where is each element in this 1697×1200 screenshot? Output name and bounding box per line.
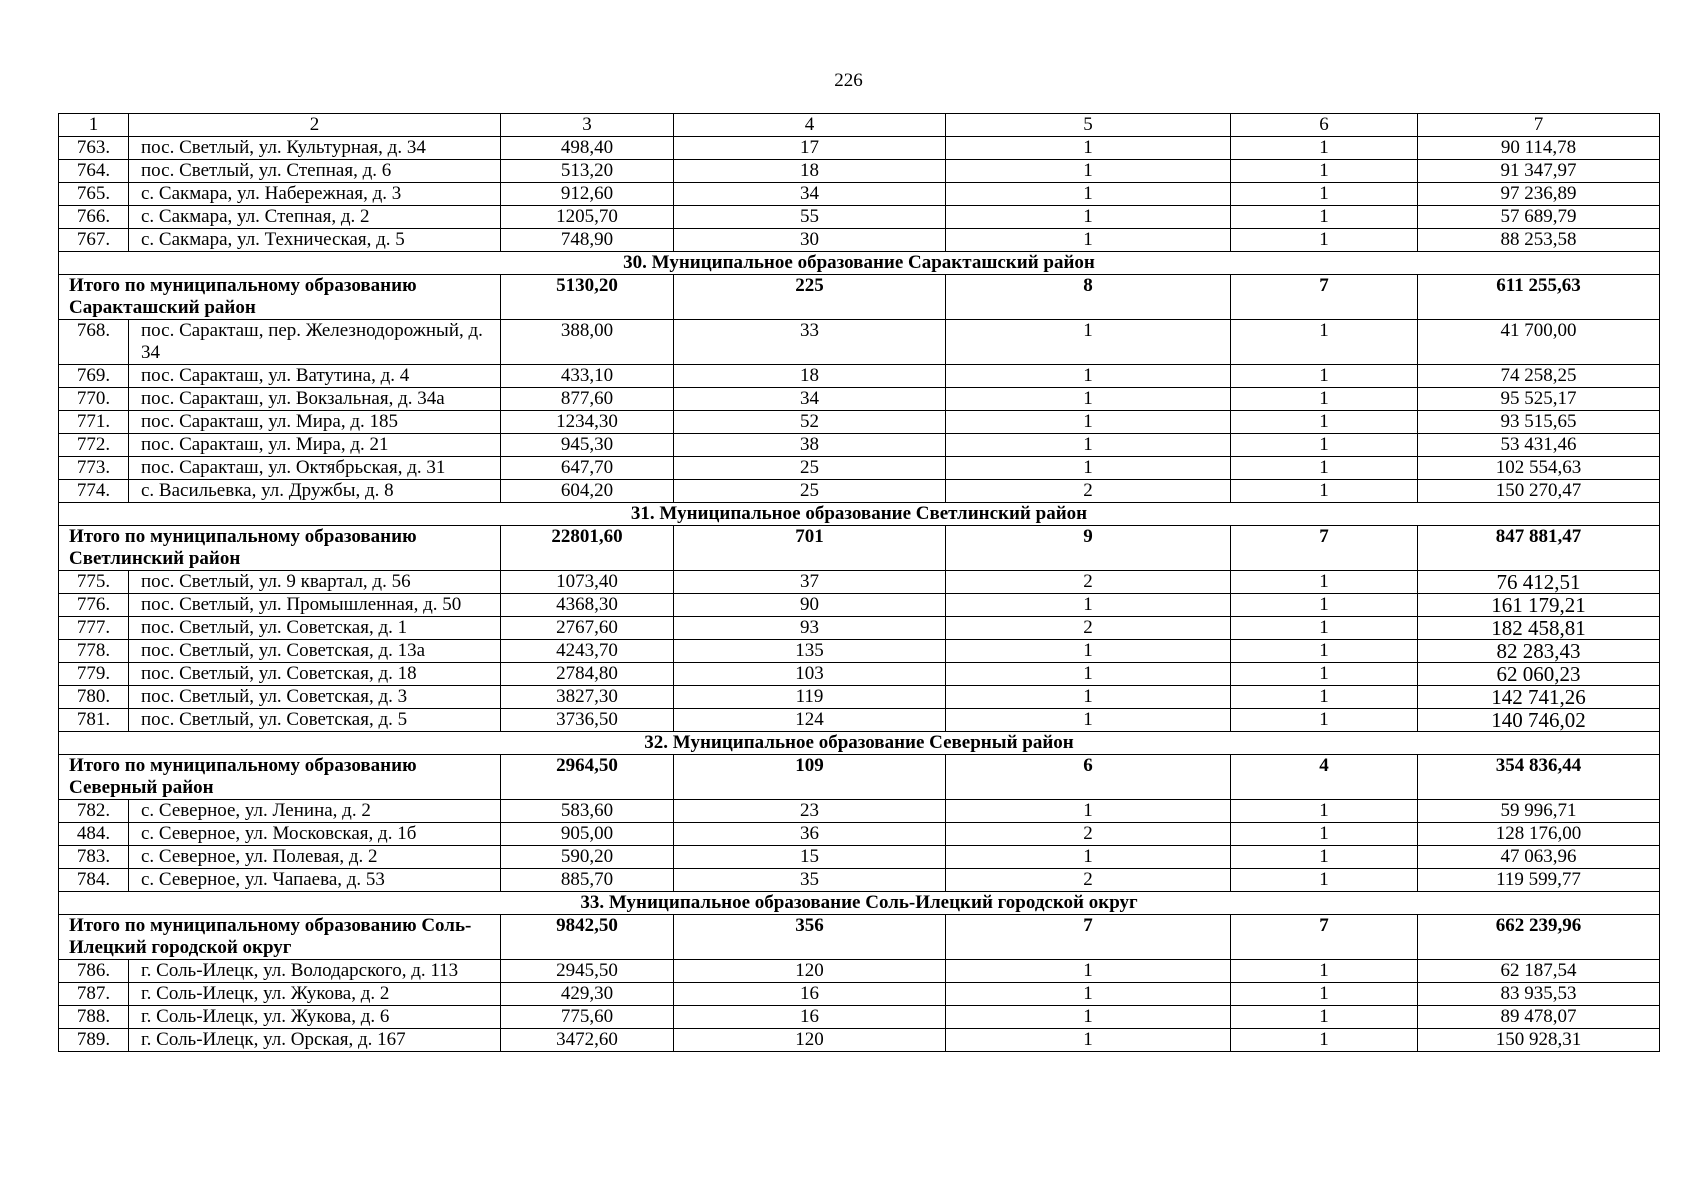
row-amount: 57 689,79 [1418, 206, 1660, 229]
row-col6: 1 [1231, 686, 1418, 709]
row-residents: 34 [674, 183, 946, 206]
row-area: 2784,80 [501, 663, 674, 686]
total-col5: 8 [946, 275, 1231, 320]
section-header-row [59, 252, 1660, 275]
row-address: пос. Саракташ, ул. Ватутина, д. 4 [129, 365, 501, 388]
row-amount: 95 525,17 [1418, 388, 1660, 411]
row-col6: 1 [1231, 846, 1418, 869]
row-amount: 62 187,54 [1418, 960, 1660, 983]
column-number-cell: 2 [129, 114, 501, 137]
row-col5: 2 [946, 823, 1231, 846]
row-col6: 1 [1231, 960, 1418, 983]
row-amount: 41 700,00 [1418, 320, 1660, 365]
row-area: 877,60 [501, 388, 674, 411]
row-col6: 1 [1231, 983, 1418, 1006]
row-area: 388,00 [501, 320, 674, 365]
row-col6: 1 [1231, 571, 1418, 594]
total-label: Итого по муниципальному образованию Соль-Илецкий городской округ [59, 915, 501, 960]
row-area: 2767,60 [501, 617, 674, 640]
row-address: пос. Саракташ, ул. Мира, д. 21 [129, 434, 501, 457]
row-amount: 59 996,71 [1418, 800, 1660, 823]
row-address: пос. Светлый, ул. Промышленная, д. 50 [129, 594, 501, 617]
row-col6: 1 [1231, 823, 1418, 846]
row-number: 779. [59, 663, 129, 686]
row-address: с. Северное, ул. Чапаева, д. 53 [129, 869, 501, 892]
row-area: 1073,40 [501, 571, 674, 594]
table-row [59, 823, 1660, 846]
row-number: 768. [59, 320, 129, 365]
row-col5: 1 [946, 365, 1231, 388]
row-col5: 1 [946, 1006, 1231, 1029]
row-amount: 89 478,07 [1418, 1006, 1660, 1029]
table-row [59, 640, 1660, 663]
row-area: 3827,30 [501, 686, 674, 709]
row-col5: 1 [946, 709, 1231, 732]
row-address: пос. Светлый, ул. Советская, д. 5 [129, 709, 501, 732]
table-row [59, 388, 1660, 411]
row-number: 770. [59, 388, 129, 411]
row-amount: 88 253,58 [1418, 229, 1660, 252]
total-amount: 354 836,44 [1418, 755, 1660, 800]
row-residents: 18 [674, 160, 946, 183]
section-header-row [59, 732, 1660, 755]
column-number-cell: 7 [1418, 114, 1660, 137]
row-residents: 33 [674, 320, 946, 365]
total-residents: 701 [674, 526, 946, 571]
row-residents: 124 [674, 709, 946, 732]
row-amount: 62 060,23 [1418, 663, 1660, 686]
row-address: с. Васильевка, ул. Дружбы, д. 8 [129, 480, 501, 503]
table-row [59, 571, 1660, 594]
row-amount: 140 746,02 [1418, 709, 1660, 732]
table-body [59, 137, 1660, 1052]
row-area: 775,60 [501, 1006, 674, 1029]
row-amount: 150 928,31 [1418, 1029, 1660, 1052]
section-title: 33. Муниципальное образование Соль-Илецкий городской округ [59, 892, 1660, 915]
table-row [59, 617, 1660, 640]
table-row [59, 983, 1660, 1006]
row-area: 905,00 [501, 823, 674, 846]
row-amount: 91 347,97 [1418, 160, 1660, 183]
row-residents: 30 [674, 229, 946, 252]
total-col6: 7 [1231, 915, 1418, 960]
row-area: 429,30 [501, 983, 674, 1006]
row-address: пос. Светлый, ул. 9 квартал, д. 56 [129, 571, 501, 594]
total-area: 9842,50 [501, 915, 674, 960]
row-area: 1205,70 [501, 206, 674, 229]
total-row [59, 275, 1660, 320]
total-residents: 356 [674, 915, 946, 960]
row-residents: 120 [674, 960, 946, 983]
total-row [59, 526, 1660, 571]
total-label: Итого по муниципальному образованию Светлинский район [59, 526, 501, 571]
total-residents: 109 [674, 755, 946, 800]
table-row [59, 709, 1660, 732]
total-row [59, 755, 1660, 800]
row-number: 783. [59, 846, 129, 869]
table-row [59, 206, 1660, 229]
row-address: г. Соль-Илецк, ул. Жукова, д. 2 [129, 983, 501, 1006]
row-address: пос. Светлый, ул. Советская, д. 13а [129, 640, 501, 663]
table-row [59, 160, 1660, 183]
row-col6: 1 [1231, 434, 1418, 457]
table-row [59, 960, 1660, 983]
row-address: пос. Светлый, ул. Степная, д. 6 [129, 160, 501, 183]
row-area: 1234,30 [501, 411, 674, 434]
row-amount: 150 270,47 [1418, 480, 1660, 503]
row-col6: 1 [1231, 663, 1418, 686]
column-number-row [59, 114, 1660, 137]
housing-register-table [58, 113, 1660, 1052]
table-row [59, 229, 1660, 252]
row-number: 786. [59, 960, 129, 983]
row-amount: 53 431,46 [1418, 434, 1660, 457]
row-col6: 1 [1231, 640, 1418, 663]
section-title: 32. Муниципальное образование Северный район [59, 732, 1660, 755]
total-area: 2964,50 [501, 755, 674, 800]
total-col6: 7 [1231, 275, 1418, 320]
row-col5: 1 [946, 457, 1231, 480]
row-address: пос. Светлый, ул. Советская, д. 18 [129, 663, 501, 686]
row-col5: 1 [946, 846, 1231, 869]
total-area: 5130,20 [501, 275, 674, 320]
table-row [59, 480, 1660, 503]
row-amount: 97 236,89 [1418, 183, 1660, 206]
row-col6: 1 [1231, 480, 1418, 503]
row-col5: 1 [946, 686, 1231, 709]
row-area: 3472,60 [501, 1029, 674, 1052]
row-address: с. Сакмара, ул. Техническая, д. 5 [129, 229, 501, 252]
row-col6: 1 [1231, 229, 1418, 252]
section-header-row [59, 892, 1660, 915]
row-number: 782. [59, 800, 129, 823]
row-address: с. Северное, ул. Ленина, д. 2 [129, 800, 501, 823]
row-amount: 182 458,81 [1418, 617, 1660, 640]
row-residents: 38 [674, 434, 946, 457]
row-number: 774. [59, 480, 129, 503]
row-amount: 74 258,25 [1418, 365, 1660, 388]
row-residents: 135 [674, 640, 946, 663]
table-row [59, 869, 1660, 892]
column-number-cell: 6 [1231, 114, 1418, 137]
row-area: 2945,50 [501, 960, 674, 983]
row-residents: 16 [674, 1006, 946, 1029]
row-address: пос. Светлый, ул. Культурная, д. 34 [129, 137, 501, 160]
row-amount: 76 412,51 [1418, 571, 1660, 594]
row-residents: 17 [674, 137, 946, 160]
row-col6: 1 [1231, 594, 1418, 617]
table-row [59, 846, 1660, 869]
total-amount: 662 239,96 [1418, 915, 1660, 960]
row-amount: 128 176,00 [1418, 823, 1660, 846]
row-residents: 119 [674, 686, 946, 709]
row-area: 604,20 [501, 480, 674, 503]
row-area: 912,60 [501, 183, 674, 206]
row-residents: 36 [674, 823, 946, 846]
row-area: 498,40 [501, 137, 674, 160]
row-address: пос. Саракташ, ул. Вокзальная, д. 34а [129, 388, 501, 411]
row-number: 775. [59, 571, 129, 594]
table-row [59, 434, 1660, 457]
page-number: 226 [834, 70, 863, 91]
row-col5: 1 [946, 1029, 1231, 1052]
row-col5: 2 [946, 480, 1231, 503]
row-address: с. Северное, ул. Московская, д. 1б [129, 823, 501, 846]
row-col5: 1 [946, 160, 1231, 183]
row-amount: 142 741,26 [1418, 686, 1660, 709]
row-residents: 23 [674, 800, 946, 823]
table-row [59, 1029, 1660, 1052]
row-col6: 1 [1231, 388, 1418, 411]
total-residents: 225 [674, 275, 946, 320]
column-number-cell: 5 [946, 114, 1231, 137]
total-amount: 847 881,47 [1418, 526, 1660, 571]
row-residents: 52 [674, 411, 946, 434]
table-row [59, 457, 1660, 480]
row-col6: 1 [1231, 1029, 1418, 1052]
row-number: 788. [59, 1006, 129, 1029]
row-col5: 2 [946, 571, 1231, 594]
column-number-cell: 3 [501, 114, 674, 137]
row-number: 787. [59, 983, 129, 1006]
row-amount: 161 179,21 [1418, 594, 1660, 617]
row-residents: 18 [674, 365, 946, 388]
row-col6: 1 [1231, 137, 1418, 160]
row-col5: 1 [946, 229, 1231, 252]
row-col5: 1 [946, 960, 1231, 983]
row-residents: 25 [674, 457, 946, 480]
row-area: 513,20 [501, 160, 674, 183]
row-col6: 1 [1231, 1006, 1418, 1029]
total-col5: 7 [946, 915, 1231, 960]
row-amount: 93 515,65 [1418, 411, 1660, 434]
row-residents: 103 [674, 663, 946, 686]
row-residents: 93 [674, 617, 946, 640]
row-col5: 1 [946, 640, 1231, 663]
row-area: 647,70 [501, 457, 674, 480]
row-number: 767. [59, 229, 129, 252]
row-col5: 1 [946, 411, 1231, 434]
total-label: Итого по муниципальному образованию Саракташский район [59, 275, 501, 320]
row-amount: 47 063,96 [1418, 846, 1660, 869]
row-area: 590,20 [501, 846, 674, 869]
row-col6: 1 [1231, 617, 1418, 640]
row-address: г. Соль-Илецк, ул. Жукова, д. 6 [129, 1006, 501, 1029]
row-address: пос. Светлый, ул. Советская, д. 1 [129, 617, 501, 640]
row-number: 772. [59, 434, 129, 457]
row-address: пос. Саракташ, пер. Железнодорожный, д. 34 [129, 320, 501, 365]
row-number: 778. [59, 640, 129, 663]
total-row [59, 915, 1660, 960]
table-row [59, 800, 1660, 823]
row-amount: 83 935,53 [1418, 983, 1660, 1006]
table-row [59, 686, 1660, 709]
row-col6: 1 [1231, 709, 1418, 732]
section-title: 31. Муниципальное образование Светлинский район [59, 503, 1660, 526]
table-row [59, 663, 1660, 686]
row-area: 748,90 [501, 229, 674, 252]
row-number: 777. [59, 617, 129, 640]
row-amount: 82 283,43 [1418, 640, 1660, 663]
total-col5: 6 [946, 755, 1231, 800]
total-col6: 4 [1231, 755, 1418, 800]
row-col6: 1 [1231, 869, 1418, 892]
table-row [59, 1006, 1660, 1029]
row-address: пос. Светлый, ул. Советская, д. 3 [129, 686, 501, 709]
section-title: 30. Муниципальное образование Саракташский район [59, 252, 1660, 275]
row-col5: 1 [946, 983, 1231, 1006]
row-col6: 1 [1231, 183, 1418, 206]
row-col6: 1 [1231, 411, 1418, 434]
row-col5: 1 [946, 663, 1231, 686]
row-amount: 102 554,63 [1418, 457, 1660, 480]
row-residents: 16 [674, 983, 946, 1006]
row-col5: 1 [946, 434, 1231, 457]
row-number: 484. [59, 823, 129, 846]
row-area: 583,60 [501, 800, 674, 823]
row-number: 765. [59, 183, 129, 206]
row-residents: 35 [674, 869, 946, 892]
row-number: 789. [59, 1029, 129, 1052]
row-col6: 1 [1231, 320, 1418, 365]
row-col5: 1 [946, 320, 1231, 365]
row-address: с. Сакмара, ул. Набережная, д. 3 [129, 183, 501, 206]
table-row [59, 183, 1660, 206]
section-header-row [59, 503, 1660, 526]
row-area: 433,10 [501, 365, 674, 388]
row-col5: 1 [946, 206, 1231, 229]
row-number: 764. [59, 160, 129, 183]
row-col5: 2 [946, 617, 1231, 640]
row-col6: 1 [1231, 800, 1418, 823]
row-number: 780. [59, 686, 129, 709]
row-col6: 1 [1231, 206, 1418, 229]
row-col5: 1 [946, 800, 1231, 823]
row-residents: 34 [674, 388, 946, 411]
row-address: пос. Саракташ, ул. Мира, д. 185 [129, 411, 501, 434]
row-number: 784. [59, 869, 129, 892]
row-number: 766. [59, 206, 129, 229]
row-number: 771. [59, 411, 129, 434]
row-area: 885,70 [501, 869, 674, 892]
total-col5: 9 [946, 526, 1231, 571]
row-residents: 90 [674, 594, 946, 617]
table-row [59, 320, 1660, 365]
row-address: г. Соль-Илецк, ул. Орская, д. 167 [129, 1029, 501, 1052]
row-address: г. Соль-Илецк, ул. Володарского, д. 113 [129, 960, 501, 983]
row-col5: 2 [946, 869, 1231, 892]
row-amount: 119 599,77 [1418, 869, 1660, 892]
row-col5: 1 [946, 137, 1231, 160]
table-row [59, 411, 1660, 434]
column-number-cell: 4 [674, 114, 946, 137]
row-col5: 1 [946, 594, 1231, 617]
row-col6: 1 [1231, 457, 1418, 480]
total-amount: 611 255,63 [1418, 275, 1660, 320]
row-number: 781. [59, 709, 129, 732]
row-number: 773. [59, 457, 129, 480]
row-col5: 1 [946, 183, 1231, 206]
row-number: 776. [59, 594, 129, 617]
table-row [59, 594, 1660, 617]
row-residents: 25 [674, 480, 946, 503]
total-area: 22801,60 [501, 526, 674, 571]
row-col6: 1 [1231, 365, 1418, 388]
row-address: с. Сакмара, ул. Степная, д. 2 [129, 206, 501, 229]
column-number-cell: 1 [59, 114, 129, 137]
row-residents: 55 [674, 206, 946, 229]
row-number: 769. [59, 365, 129, 388]
row-area: 4243,70 [501, 640, 674, 663]
total-label: Итого по муниципальному образованию Северный район [59, 755, 501, 800]
row-area: 945,30 [501, 434, 674, 457]
row-area: 4368,30 [501, 594, 674, 617]
row-col6: 1 [1231, 160, 1418, 183]
row-col5: 1 [946, 388, 1231, 411]
table-row [59, 365, 1660, 388]
row-residents: 37 [674, 571, 946, 594]
row-address: с. Северное, ул. Полевая, д. 2 [129, 846, 501, 869]
row-amount: 90 114,78 [1418, 137, 1660, 160]
row-residents: 15 [674, 846, 946, 869]
row-number: 763. [59, 137, 129, 160]
table-row [59, 137, 1660, 160]
total-col6: 7 [1231, 526, 1418, 571]
row-address: пос. Саракташ, ул. Октябрьская, д. 31 [129, 457, 501, 480]
row-area: 3736,50 [501, 709, 674, 732]
row-residents: 120 [674, 1029, 946, 1052]
